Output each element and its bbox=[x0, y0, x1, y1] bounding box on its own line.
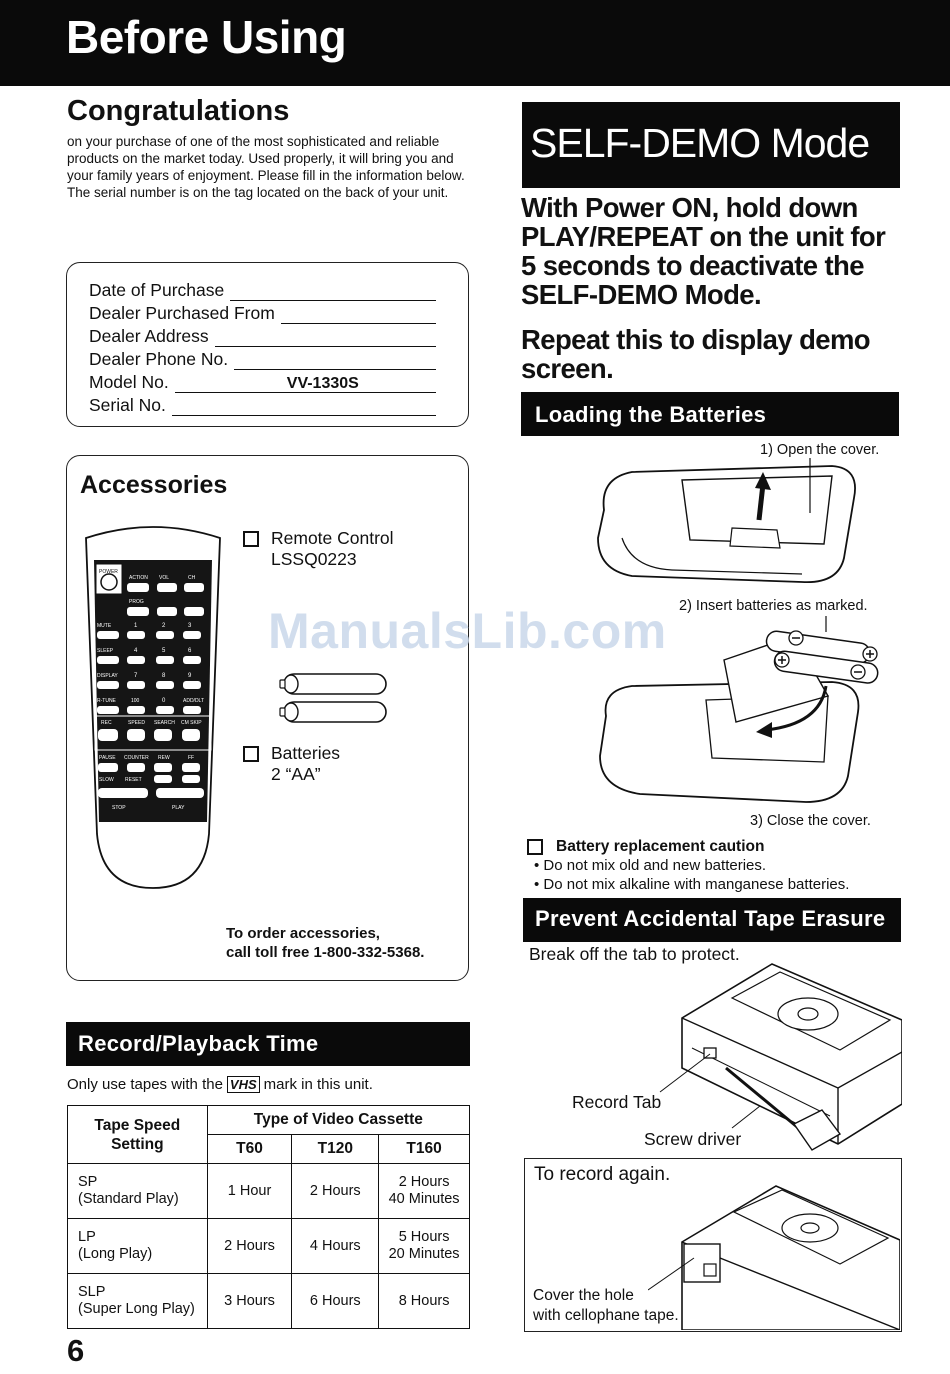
column-header: T120 bbox=[292, 1135, 379, 1164]
order-phone-line: call toll free 1-800-332-5368. bbox=[226, 944, 425, 961]
speed-desc: (Standard Play) bbox=[78, 1191, 179, 1207]
record-label: Date of Purchase bbox=[89, 280, 225, 300]
column-header: T160 bbox=[379, 1135, 470, 1164]
remote-key-label: 4 bbox=[134, 648, 138, 654]
column-header-speed: Tape Speed Setting bbox=[68, 1106, 208, 1164]
caution-checkbox bbox=[527, 839, 543, 855]
remote-key-label: REW bbox=[158, 755, 170, 761]
cover-note-line: with cellophane tape. bbox=[533, 1307, 679, 1324]
remote-control-checkbox bbox=[243, 531, 259, 547]
record-again-title: To record again. bbox=[534, 1164, 671, 1185]
remote-key-label: 5 bbox=[162, 648, 166, 654]
table-cell: 1 Hour bbox=[207, 1164, 292, 1219]
table-cell: 2 Hours bbox=[292, 1164, 379, 1219]
batteries-label: Batteries bbox=[271, 743, 341, 763]
cell-line: 20 Minutes bbox=[388, 1246, 460, 1262]
remote-key-label: STOP bbox=[112, 805, 126, 811]
remote-key-label: 1 bbox=[134, 623, 138, 629]
table-cell: 6 Hours bbox=[292, 1274, 379, 1329]
speed-mode: SLP bbox=[78, 1284, 106, 1300]
remote-key-label: COUNTER bbox=[124, 755, 149, 761]
table-cell: 8 Hours bbox=[379, 1274, 470, 1329]
remote-open-cover-illustration bbox=[592, 458, 862, 590]
row-label bbox=[68, 1164, 208, 1219]
remote-control-model: LSSQ0223 bbox=[271, 549, 357, 569]
remote-key-label: 0 bbox=[162, 698, 166, 704]
battery-caution-title: Battery replacement caution bbox=[556, 838, 765, 855]
speed-mode: SP bbox=[78, 1174, 98, 1190]
page-number: 6 bbox=[67, 1333, 85, 1368]
congrats-body: on your purchase of one of the most sophisticated and reliable products on the market today. Used properly, it will bring you and your family years of enjoyment. Please fill in the information below. The serial number is on the tag located on the back of your unit. bbox=[67, 134, 465, 200]
remote-key-label: REC bbox=[101, 720, 112, 726]
table-row bbox=[68, 1219, 470, 1274]
note-text: mark in this unit. bbox=[263, 1076, 373, 1093]
battery-caution-item: • Do not mix old and new batteries. bbox=[534, 857, 767, 874]
table-row bbox=[68, 1274, 470, 1329]
fill-line bbox=[230, 285, 436, 301]
row-label bbox=[68, 1219, 208, 1274]
self-demo-repeat: Repeat this to display demo screen. bbox=[521, 324, 871, 384]
speed-desc: (Long Play) bbox=[78, 1246, 153, 1262]
accessories-heading: Accessories bbox=[80, 471, 228, 499]
batteries-type: 2 “AA” bbox=[271, 764, 321, 784]
table-cell: 2 Hours bbox=[207, 1219, 292, 1274]
cell-line: 5 Hours bbox=[398, 1229, 450, 1245]
record-row-serial bbox=[89, 394, 436, 416]
loading-batteries-title: Loading the Batteries bbox=[535, 402, 767, 427]
remote-key-label: ACTION bbox=[129, 575, 148, 581]
purchase-record-box bbox=[66, 262, 469, 427]
table-cell: 4 Hours bbox=[292, 1219, 379, 1274]
battery-step-2: 2) Insert batteries as marked. bbox=[679, 598, 868, 614]
fill-line bbox=[172, 400, 436, 416]
congrats-heading: Congratulations bbox=[67, 95, 290, 127]
remote-key-label: PLAY bbox=[172, 805, 185, 811]
remote-key-label: 100 bbox=[131, 698, 140, 704]
cassette-break-tab-illustration bbox=[640, 958, 902, 1154]
battery-step-3: 3) Close the cover. bbox=[750, 813, 871, 829]
remote-key-label: 9 bbox=[188, 673, 192, 679]
batteries-checkbox bbox=[243, 746, 259, 762]
remote-key-label: VOL bbox=[159, 575, 170, 581]
tape-time-table bbox=[67, 1105, 470, 1329]
remote-key-label: SPEED bbox=[128, 720, 145, 726]
remote-key-label: 7 bbox=[134, 673, 138, 679]
remote-key-label: FF bbox=[188, 755, 195, 761]
row-label bbox=[68, 1274, 208, 1329]
table-cell: 3 Hours bbox=[207, 1274, 292, 1329]
table-cell bbox=[379, 1164, 470, 1219]
column-header: T60 bbox=[207, 1135, 292, 1164]
cell-line: 40 Minutes bbox=[388, 1191, 460, 1207]
remote-key-label: PROG bbox=[129, 599, 144, 605]
note-text: Only use tapes with the bbox=[67, 1076, 223, 1093]
record-row-dealer-phone bbox=[89, 348, 436, 370]
record-row-date bbox=[89, 279, 436, 301]
record-playback-title: Record/Playback Time bbox=[78, 1031, 319, 1056]
fill-line bbox=[281, 308, 436, 324]
record-tab-label: Record Tab bbox=[572, 1092, 662, 1112]
remote-key-label: RESET bbox=[125, 777, 142, 783]
remote-key-label: SLOW bbox=[99, 777, 114, 783]
record-label: Model No. bbox=[89, 372, 169, 392]
vhs-logo: VHS bbox=[227, 1076, 260, 1093]
record-label: Serial No. bbox=[89, 395, 166, 415]
self-demo-title: SELF-DEMO Mode bbox=[530, 120, 870, 166]
column-header-type: Type of Video Cassette bbox=[207, 1106, 469, 1135]
cover-note-line: Cover the hole bbox=[533, 1287, 634, 1304]
tape-erasure-note: Break off the tab to protect. bbox=[529, 944, 740, 964]
remote-control-illustration bbox=[82, 522, 224, 890]
remote-key-label: CH bbox=[188, 575, 196, 581]
order-accessories-note bbox=[226, 924, 424, 962]
remote-key-label: 2 bbox=[162, 623, 166, 629]
record-label: Dealer Purchased From bbox=[89, 303, 275, 323]
remote-control-label: Remote Control bbox=[271, 528, 394, 548]
remote-key-label: CM SKIP bbox=[181, 720, 202, 726]
screw-driver-label: Screw driver bbox=[644, 1129, 742, 1149]
remote-key-label: SLEEP bbox=[97, 648, 114, 654]
record-playback-note bbox=[67, 1076, 373, 1093]
remote-key-label: 8 bbox=[162, 673, 166, 679]
table-row bbox=[68, 1164, 470, 1219]
remote-key-label: R-TUNE bbox=[97, 698, 116, 704]
speed-desc: (Super Long Play) bbox=[78, 1301, 195, 1317]
fill-line bbox=[234, 354, 436, 370]
table-cell bbox=[379, 1219, 470, 1274]
remote-key-label: DISPLAY bbox=[97, 673, 118, 679]
fill-line bbox=[175, 377, 436, 393]
remote-key-label: SEARCH bbox=[154, 720, 175, 726]
remote-key-label: POWER bbox=[99, 569, 118, 575]
record-row-model bbox=[89, 371, 436, 393]
self-demo-instruction: With Power ON, hold down PLAY/REPEAT on the unit for 5 seconds to deactivate the SELF-DEMO Mode. bbox=[521, 192, 886, 310]
battery-step-1: 1) Open the cover. bbox=[760, 442, 880, 458]
battery-caution-item: • Do not mix alkaline with manganese batteries. bbox=[534, 876, 850, 893]
record-row-dealer-from bbox=[89, 302, 436, 324]
order-line: To order accessories, bbox=[226, 925, 380, 942]
remote-key-label: 3 bbox=[188, 623, 192, 629]
page-title: Before Using bbox=[66, 11, 347, 63]
remote-key-label: ADD/DLT bbox=[183, 698, 205, 704]
model-value: VV-1330S bbox=[286, 375, 359, 392]
fill-line bbox=[215, 331, 436, 347]
remote-key-label: 6 bbox=[188, 648, 192, 654]
remote-key-label: MUTE bbox=[97, 623, 112, 629]
record-label: Dealer Phone No. bbox=[89, 349, 229, 369]
remote-key-label: PAUSE bbox=[99, 755, 116, 761]
watermark: ManualsLib.com bbox=[268, 603, 667, 659]
record-row-dealer-address bbox=[89, 325, 436, 347]
record-label: Dealer Address bbox=[89, 326, 209, 346]
aa-batteries-illustration bbox=[278, 670, 390, 728]
speed-mode: LP bbox=[78, 1229, 96, 1245]
cassette-cover-hole-illustration bbox=[648, 1172, 900, 1330]
cell-line: 2 Hours bbox=[398, 1174, 450, 1190]
tape-erasure-title: Prevent Accidental Tape Erasure bbox=[535, 906, 886, 931]
cover-hole-note bbox=[533, 1286, 679, 1326]
